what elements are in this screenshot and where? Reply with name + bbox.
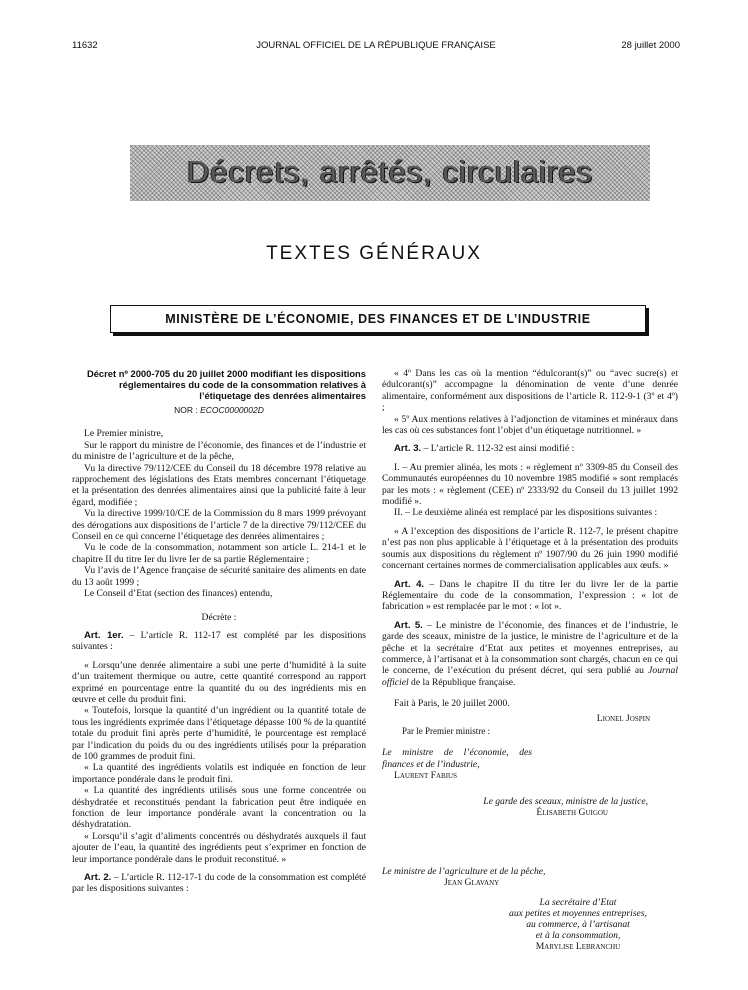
article-1-para: « La quantité des ingrédients utilisés sous une forme concentrée ou déshydratée et reconstitués pendant la fabrication peut être indiquée en fonction de leur importance pondérale avant la concentration ou la déshydratation. <box>72 785 366 831</box>
nor-label: NOR : <box>174 405 198 415</box>
right-column <box>382 368 678 818</box>
preamble-para: Le Conseil d’Etat (section des finances) entendu, <box>84 588 273 600</box>
article-3-text: – L’article R. 112-32 est ainsi modifié : <box>421 443 575 455</box>
signature-commerce-title-1: La secrétaire d’Etat <box>539 897 617 908</box>
signatory-pm: Lionel Jospin <box>596 712 650 724</box>
article-4 <box>382 579 678 613</box>
article-3-label: Art. 3. <box>394 443 422 455</box>
page-number: 11632 <box>72 40 98 51</box>
signature-agriculture-name: Jean Glavany <box>444 877 500 889</box>
journal-title: JOURNAL OFFICIEL DE LA RÉPUBLIQUE FRANÇAISE <box>256 40 496 51</box>
banner-title: Décrets, arrêtés, circulaires <box>186 154 594 189</box>
article-1-intro: – L’article R. 112-17 est complété par les dispositions suivantes : <box>72 629 366 653</box>
section-banner <box>130 145 650 201</box>
article-3-para: II. – Le deuxième alinéa est remplacé par les dispositions suivantes : <box>394 507 658 519</box>
article-2-label: Art. 2. <box>84 872 112 884</box>
article-2-text: – L’article R. 112-17-1 du code de la consommation est complété par les dispositions suivantes : <box>72 872 366 895</box>
signature-commerce-name: Marylise Lebranchu <box>535 941 621 952</box>
article-1-para: « Toutefois, lorsque la quantité d’un ingrédient ou la quantité totale de tous les ingrédients exprimée dans l’étiquetage dépasse 100 % de la quantité totale du produit fini après perte d’humidité, le pourcentage est remplacé par l’indication du poids du ou des ingrédients utilisés pour la préparation de 100 grammes de produit fini. <box>72 705 366 762</box>
done-at-paris: Fait à Paris, le 20 juillet 2000. <box>394 698 510 710</box>
article-4-text: – Dans le chapitre II du titre Ier du livre Ier de la partie Réglementaire du code de la consommation, l’expression : « lot de fabrication » est remplacée par le mot : « lot ». <box>382 578 678 613</box>
article-1-label: Art. 1er. <box>84 629 124 641</box>
preamble-para: Vu l’avis de l’Agence française de sécurité sanitaire des aliments en date du 13 août 1999 ; <box>72 565 366 588</box>
article-1 <box>72 630 366 653</box>
decree-title: Décret nº 2000-705 du 20 juillet 2000 modifiant les dispositions réglementaires du code de la consommation relatives à l’étiquetage des denrées alimentaires <box>86 368 366 401</box>
signature-agriculture-title: Le ministre de l’agriculture et de la pêche, <box>382 866 546 877</box>
signature-agriculture <box>382 866 682 889</box>
nor-reference <box>72 405 366 416</box>
preamble-para: Vu la directive 1999/10/CE de la Commission du 8 mars 1999 prévoyant des dérogations aux dispositions de l’article 7 de la directive 79/112/CEE du Conseil en ce qui concerne l’étiquetage des denrées alimentaires ; <box>72 508 366 543</box>
preamble-para: Vu le code de la consommation, notamment son article L. 214-1 et le chapitre II du titre Ier du livre Ier de sa partie Réglementaire ; <box>72 542 366 565</box>
article-3-para: « A l’exception des dispositions de l’article R. 112-7, le présent chapitre n’est pas non plus applicable à l’étiquetage et à la présentation des produits soumis aux dispositions du règlement nº 1907/90 du 26 juin 1990 modifié concernant certaines normes de commercialisation applicables aux œufs. » <box>382 525 678 572</box>
article-2-para: « 5º Aux mentions relatives à l’adjonction de vitamines et minéraux dans les cas où ces substances font l’objet d’un étiquetage nutritionnel. » <box>382 413 678 437</box>
article-1-para: « La quantité des ingrédients volatils est indiquée en fonction de leur importance pondérale dans le produit fini. <box>72 762 366 785</box>
signature-economy-title: Le ministre de l’économie, des finances et de l’industrie, <box>382 747 532 770</box>
nor-value: ECOC0000002D <box>200 405 264 415</box>
article-1-para: « Lorsqu’il s’agit d’aliments concentrés ou déshydratés auxquels il faut ajouter de l’eau, la quantité des ingrédients peut s’exprimer en fonction de leur importance pondérale dans le produit reconstitué. » <box>72 830 366 865</box>
signature-commerce <box>488 897 668 952</box>
signature-commerce-title-3: au commerce, à l’artisanat <box>526 919 630 930</box>
article-3-para: I. – Au premier alinéa, les mots : « règlement nº 3309-85 du Conseil des Communautés européennes du 10 novembre 1985 modifié » sont remplacés par les mots : « règlement (CEE) nº 2333/92 du Conseil du 13 juillet 1992 modifié ». <box>382 461 678 508</box>
preamble-para: Vu la directive 79/112/CEE du Conseil du 18 décembre 1978 relative au rapprochement des législations des Etats membres concernant l’étiquetage et la présentation des denrées alimentaires ainsi que la publicité faite à leur égard, modifiée ; <box>72 462 366 508</box>
article-5-text: – Le ministre de l’économie, des finances et de l’industrie, le garde des sceaux, ministre de la justice, le ministre de l’agriculture et de la pêche et la secrétaire d’Etat aux petites et moyennes entreprises, au commerce, à l’artisanat et à la consommation sont chargés, chacun en ce qui le concerne, de l’exécution du présent décret, qui sera publié au <box>382 619 678 677</box>
decrete-line: Décrète : <box>201 611 237 623</box>
page-header <box>72 40 680 54</box>
article-5 <box>382 620 678 688</box>
article-4-label: Art. 4. <box>394 578 425 590</box>
section-title: TEXTES GÉNÉRAUX <box>266 243 482 264</box>
par-premier-ministre: Par le Premier ministre : <box>402 725 490 736</box>
article-3 <box>382 443 678 454</box>
article-5-end: de la République française. <box>408 676 516 688</box>
preamble-para: Le Premier ministre, <box>84 428 164 440</box>
signature-economy <box>382 747 678 781</box>
signature-commerce-title-4: et à la consommation, <box>535 930 621 941</box>
signature-economy-name: Laurent Fabius <box>394 770 457 782</box>
signature-justice-name: Élisabeth Guigou <box>536 807 608 818</box>
article-1-para: « Lorsqu’une denrée alimentaire a subi une perte d’humidité à la suite d’un traitement thermique ou autre, cette quantité correspond au rapport exprimé en pourcentage entre la quantité du ou des ingrédients mis en œuvre et celle du produit fini. <box>72 659 366 705</box>
left-column <box>72 368 366 895</box>
article-5-label: Art. 5. <box>394 619 423 631</box>
article-2 <box>72 872 366 895</box>
article-2-para: « 4º Dans les cas où la mention “édulcorant(s)” ou “avec sucre(s) et édulcorant(s)” accompagne la dénomination de vente d’une denrée alimentaire, conformément aux dispositions de l’article R. 112-9-1 (3º et 4º) ; <box>382 368 678 414</box>
signature-commerce-title-2: aux petites et moyennes entreprises, <box>509 908 647 919</box>
preamble-para: Sur le rapport du ministre de l’économie, des finances et de l’industrie et du ministre de l’agriculture et de la pêche, <box>72 439 366 463</box>
journal-officiel-ref: Journal officiel <box>382 665 678 688</box>
issue-date: 28 juillet 2000 <box>621 40 680 51</box>
signature-justice <box>382 796 678 819</box>
signature-justice-title: Le garde des sceaux, ministre de la justice, <box>483 795 648 807</box>
ministry-box: MINISTÈRE DE L’ÉCONOMIE, DES FINANCES ET DE L’INDUSTRIE <box>110 305 646 333</box>
